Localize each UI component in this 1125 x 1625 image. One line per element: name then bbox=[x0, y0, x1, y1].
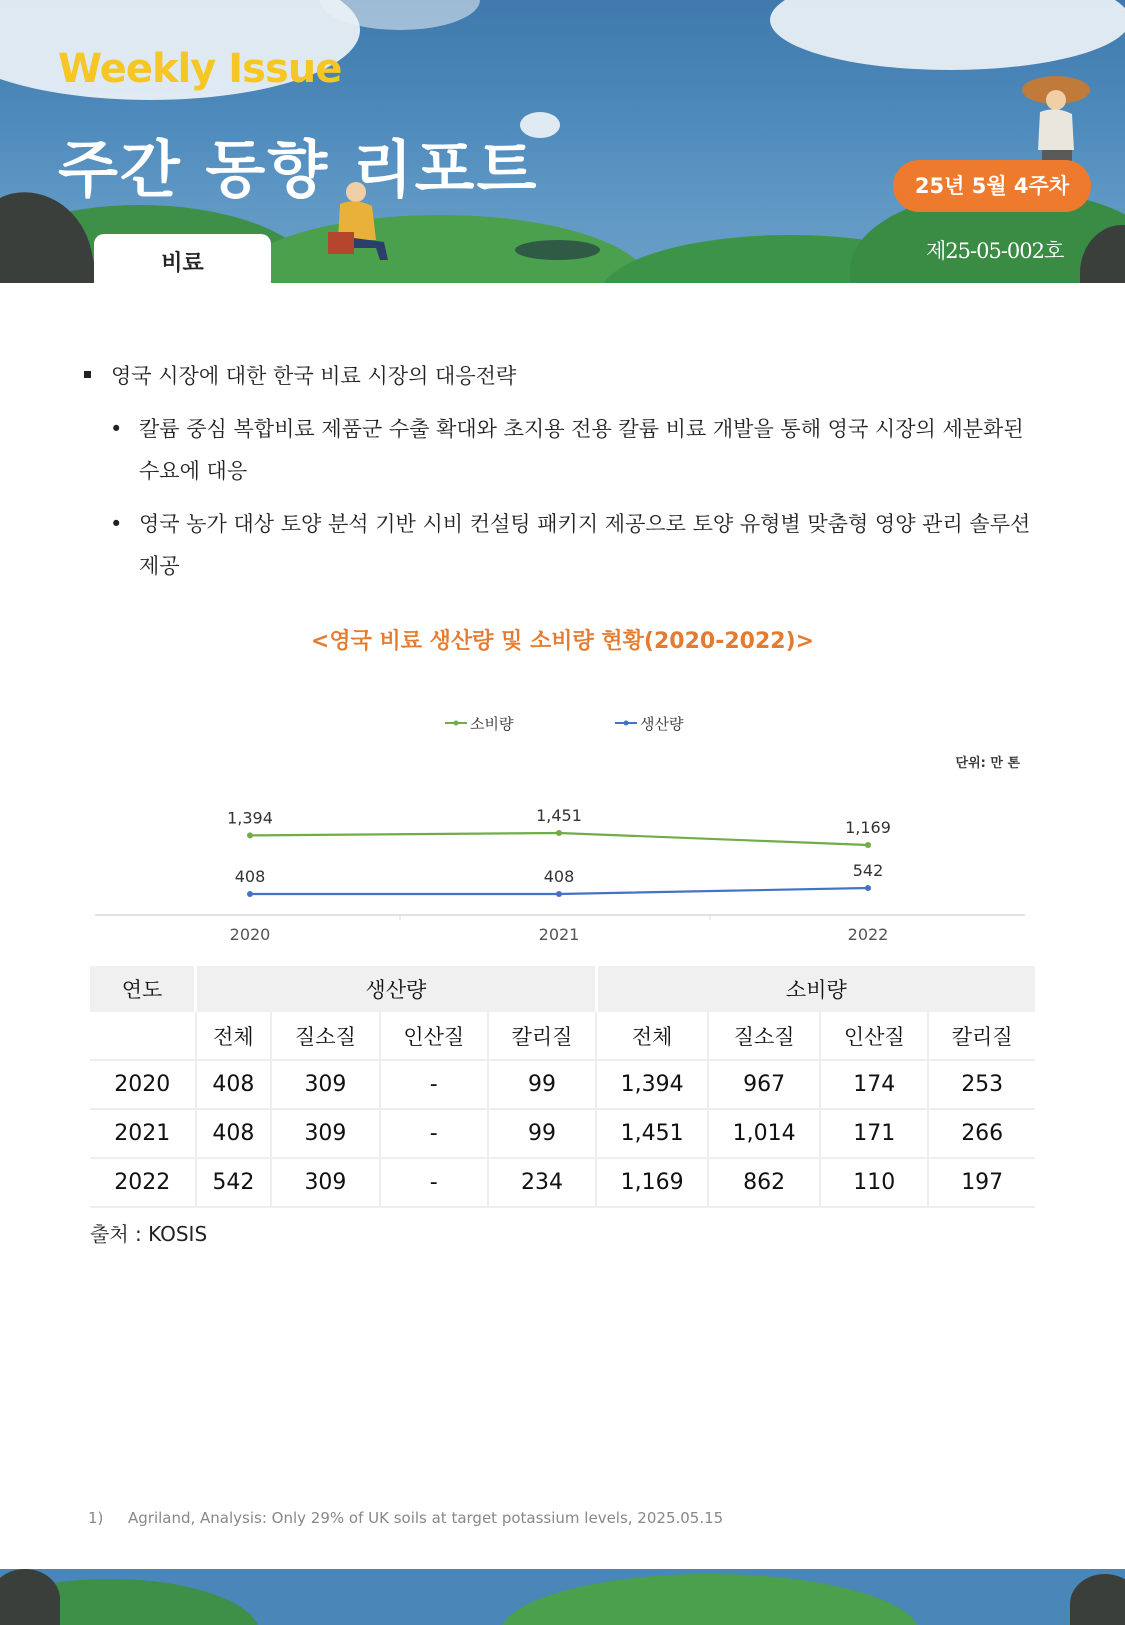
chart-series bbox=[227, 806, 891, 897]
table-cell: 171 bbox=[820, 1109, 928, 1158]
x-tick-label: 2020 bbox=[229, 925, 271, 944]
table-cell: 234 bbox=[488, 1158, 596, 1207]
x-tick-label: 2021 bbox=[538, 925, 580, 944]
data-point bbox=[556, 891, 562, 897]
table-cell: 99 bbox=[488, 1060, 596, 1109]
year-cell: 2022 bbox=[90, 1158, 196, 1207]
table-cell: 253 bbox=[928, 1060, 1035, 1109]
legend-marker bbox=[454, 721, 459, 726]
data-label: 1,169 bbox=[845, 818, 891, 837]
year-cell: 2020 bbox=[90, 1060, 196, 1109]
sub-header: 전체 bbox=[196, 1012, 272, 1060]
data-label: 408 bbox=[234, 867, 266, 886]
data-point bbox=[247, 891, 253, 897]
data-point bbox=[247, 832, 253, 838]
table-cell: 309 bbox=[271, 1158, 379, 1207]
sub-header: 질소질 bbox=[708, 1012, 820, 1060]
table-cell: 542 bbox=[196, 1158, 272, 1207]
source-note: 출처 : KOSIS bbox=[90, 1222, 208, 1246]
bullet-dot-icon: • bbox=[110, 512, 123, 536]
rock bbox=[1070, 1574, 1125, 1625]
pond bbox=[515, 240, 600, 260]
x-tick-label: 2022 bbox=[847, 925, 889, 944]
table-cell: 1,451 bbox=[596, 1109, 708, 1158]
table-cell: 99 bbox=[488, 1109, 596, 1158]
data-label: 542 bbox=[852, 861, 884, 880]
legend-label: 소비량 bbox=[470, 715, 514, 733]
table-cell: - bbox=[380, 1158, 488, 1207]
empty-header-cell bbox=[90, 1012, 196, 1060]
unit-label: 단위: 만 톤 bbox=[955, 756, 1020, 771]
table-cell: 309 bbox=[271, 1109, 379, 1158]
rock bbox=[0, 1569, 60, 1625]
table-row bbox=[90, 1109, 1035, 1158]
hill bbox=[500, 1574, 920, 1625]
table-cell: - bbox=[380, 1060, 488, 1109]
bullet-text: 영국 농가 대상 토양 분석 기반 시비 컨설팅 패키지 제공으로 토양 유형별 맞춤형 영양 관리 솔루션 제공 bbox=[139, 512, 1031, 578]
table-cell: 309 bbox=[271, 1060, 379, 1109]
section-heading bbox=[84, 360, 516, 390]
table-cell: 1,169 bbox=[596, 1158, 708, 1207]
table-sub-header-row bbox=[90, 1012, 1035, 1060]
chart-legend bbox=[445, 715, 684, 733]
data-label: 1,451 bbox=[536, 806, 582, 825]
table-cell: 1,394 bbox=[596, 1060, 708, 1109]
footer-banner bbox=[0, 1569, 1125, 1625]
report-title: 주간 동향 리포트 bbox=[58, 133, 539, 206]
square-bullet-icon bbox=[84, 371, 91, 378]
sub-header: 인산질 bbox=[380, 1012, 488, 1060]
table-cell: 408 bbox=[196, 1060, 272, 1109]
footnote-text: Agriland, Analysis: Only 29% of UK soils at target potassium levels, 2025.05.15 bbox=[128, 1509, 724, 1527]
consumption-header: 소비량 bbox=[596, 966, 1035, 1012]
footnote-number: 1) bbox=[88, 1509, 104, 1527]
week-badge: 25년 5월 4주차 bbox=[893, 160, 1091, 212]
bullet-text: 칼륨 중심 복합비료 제품군 수출 확대와 초지용 전용 칼륨 비료 개발을 통해 영국 시장의 세분화된 수요에 대응 bbox=[139, 417, 1024, 483]
line-chart bbox=[90, 700, 1035, 950]
year-cell: 2021 bbox=[90, 1109, 196, 1158]
data-point bbox=[865, 885, 871, 891]
table-cell: 1,014 bbox=[708, 1109, 820, 1158]
bullet-dot-icon: • bbox=[110, 417, 123, 441]
data-label: 1,394 bbox=[227, 808, 273, 828]
table-cell: 408 bbox=[196, 1109, 272, 1158]
weekly-issue-label: Weekly Issue bbox=[58, 46, 342, 92]
category-tab: 비료 bbox=[94, 234, 271, 283]
chart-title: <영국 비료 생산량 및 소비량 현황(2020-2022)> bbox=[310, 629, 815, 654]
issue-number: 제25-05-002호 bbox=[926, 239, 1064, 263]
sub-header: 질소질 bbox=[271, 1012, 379, 1060]
table-cell: - bbox=[380, 1109, 488, 1158]
legend-marker bbox=[624, 721, 629, 726]
table-cell: 174 bbox=[820, 1060, 928, 1109]
sub-header: 인산질 bbox=[820, 1012, 928, 1060]
table-row bbox=[90, 1060, 1035, 1109]
table-cell: 266 bbox=[928, 1109, 1035, 1158]
table-cell: 967 bbox=[708, 1060, 820, 1109]
sub-header: 칼리질 bbox=[488, 1012, 596, 1060]
cloud bbox=[770, 0, 1125, 70]
bullet-item bbox=[110, 503, 1045, 587]
table-group-header-row bbox=[90, 966, 1035, 1012]
bullet-item bbox=[110, 408, 1045, 492]
data-point bbox=[556, 830, 562, 836]
production-header: 생산량 bbox=[196, 966, 597, 1012]
table-cell: 197 bbox=[928, 1158, 1035, 1207]
legend-label: 생산량 bbox=[640, 715, 684, 733]
x-axis-ticks bbox=[230, 915, 889, 944]
table-cell: 862 bbox=[708, 1158, 820, 1207]
year-header: 연도 bbox=[90, 966, 196, 1012]
table-row bbox=[90, 1158, 1035, 1207]
sub-header: 전체 bbox=[596, 1012, 708, 1060]
table-cell: 110 bbox=[820, 1158, 928, 1207]
section-heading-text: 영국 시장에 대한 한국 비료 시장의 대응전략 bbox=[111, 364, 517, 388]
data-label: 408 bbox=[543, 867, 575, 886]
fertilizer-table bbox=[90, 966, 1035, 1208]
data-point bbox=[865, 842, 871, 848]
sub-header: 칼리질 bbox=[928, 1012, 1035, 1060]
header-banner bbox=[0, 0, 1125, 283]
